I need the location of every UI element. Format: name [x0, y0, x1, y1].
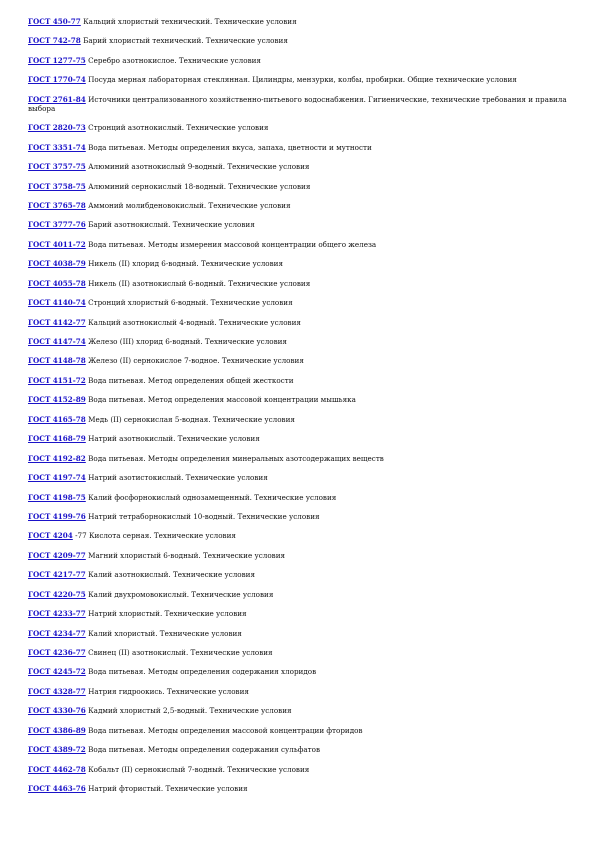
list-item	[28, 434, 568, 443]
standard-title: Натрий тетраборнокислый 10-водный. Технические условия	[88, 511, 320, 521]
list-item	[28, 454, 568, 463]
standard-title: Вода питьевая. Методы определения содержания хлоридов	[88, 667, 317, 677]
standard-link[interactable]: ГОСТ 4236-77	[28, 648, 86, 657]
list-item	[28, 75, 568, 84]
standard-title: Кобальт (II) сернокислый 7-водный. Технические условия	[88, 764, 310, 774]
list-item	[28, 784, 568, 793]
standard-title: Вода питьевая. Методы измерения массовой концентрации общего железа	[88, 239, 377, 249]
standard-title: Алюминий сернокислый 18-водный. Технические условия	[88, 181, 311, 191]
standard-link[interactable]: ГОСТ 4209-77	[28, 550, 86, 560]
standard-link[interactable]: ГОСТ 4168-79	[28, 434, 86, 444]
list-item	[28, 629, 568, 638]
list-item	[28, 356, 568, 365]
list-item	[28, 687, 568, 696]
standard-title: Вода питьевая. Методы определения содержания сульфатов	[88, 745, 320, 755]
list-item	[28, 512, 568, 521]
standard-title: Натрия гидроокись. Технические условия	[88, 686, 249, 696]
list-item	[28, 493, 568, 502]
list-item	[28, 56, 568, 65]
list-item	[28, 706, 568, 715]
list-item	[28, 220, 568, 229]
standard-title: Вода питьевая. Методы определения вкуса, запаха, цветности и мутности	[88, 142, 372, 152]
list-item	[28, 162, 568, 171]
standard-link[interactable]: ГОСТ 4234-77	[28, 628, 86, 638]
standard-link[interactable]: ГОСТ 3777-76	[28, 220, 86, 230]
standard-link[interactable]: ГОСТ 4462-78	[28, 764, 86, 774]
standard-title: Медь (II) сернокислая 5-водная. Технические условия	[88, 414, 295, 424]
standard-title: Калий хлористый. Технические условия	[88, 628, 242, 638]
list-item	[28, 95, 568, 113]
standard-link[interactable]: ГОСТ 4151-72	[28, 375, 86, 385]
standard-title: Кальций хлористый технический. Технические условия	[83, 17, 297, 26]
standard-title: Вода питьевая. Методы определения минеральных азотсодержащих веществ	[88, 453, 384, 463]
standard-link[interactable]: ГОСТ 1277-75	[28, 55, 86, 65]
standard-link[interactable]: ГОСТ 4328-77	[28, 686, 86, 696]
standard-title: Серебро азотнокислое. Технические условия	[88, 55, 261, 65]
standard-title: Стронций азотнокислый. Технические условия	[88, 123, 269, 133]
standard-link[interactable]: ГОСТ 4245-72	[28, 667, 86, 677]
standard-title: Барий хлористый технический. Технические условия	[83, 36, 288, 46]
standard-link[interactable]: ГОСТ 3758-75	[28, 181, 86, 191]
list-item	[28, 240, 568, 249]
list-item	[28, 395, 568, 404]
list-item	[28, 667, 568, 676]
list-item	[28, 298, 568, 307]
standard-link[interactable]: ГОСТ 742-78	[28, 36, 81, 46]
standard-link[interactable]: ГОСТ 4152-89	[28, 395, 86, 405]
standard-link[interactable]: ГОСТ 4142-77	[28, 317, 86, 327]
list-item	[28, 726, 568, 735]
list-item	[28, 259, 568, 268]
standard-link[interactable]: ГОСТ 4204	[28, 531, 73, 541]
standard-title: Кальций азотнокислый 4-водный. Технические условия	[88, 317, 301, 327]
standard-title: Вода питьевая. Метод определения общей жесткости	[88, 375, 294, 385]
list-item	[28, 609, 568, 618]
list-item	[28, 36, 568, 45]
list-item	[28, 337, 568, 346]
standard-title: Посуда мерная лабораторная стеклянная. Цилиндры, мензурки, колбы, пробирки. Общие технические условия	[88, 75, 517, 85]
standard-link[interactable]: ГОСТ 1770-74	[28, 75, 86, 85]
standard-link[interactable]: ГОСТ 3757-75	[28, 162, 86, 172]
list-item	[28, 648, 568, 657]
standard-title: Натрий хлористый. Технические условия	[88, 609, 247, 619]
standard-link[interactable]: ГОСТ 450-77	[28, 17, 81, 26]
standard-link[interactable]: ГОСТ 2820-73	[28, 123, 86, 133]
standard-link[interactable]: ГОСТ 4217-77	[28, 570, 86, 580]
standard-link[interactable]: ГОСТ 4233-77	[28, 609, 86, 619]
standard-link[interactable]: ГОСТ 4055-78	[28, 278, 86, 288]
standard-title: -77 Кислота серная. Технические условия	[75, 531, 236, 541]
list-item	[28, 143, 568, 152]
standard-link[interactable]: ГОСТ 4389-72	[28, 745, 86, 755]
list-item	[28, 745, 568, 754]
standard-link[interactable]: ГОСТ 4220-75	[28, 589, 86, 599]
list-item	[28, 590, 568, 599]
standard-link[interactable]: ГОСТ 4038-79	[28, 259, 86, 269]
list-item	[28, 123, 568, 132]
standard-title: Алюминий азотнокислый 9-водный. Технические условия	[88, 162, 310, 172]
list-item	[28, 531, 568, 540]
standard-title: Никель (II) азотнокислый 6-водный. Технические условия	[88, 278, 311, 288]
standard-title: Барий азотнокислый. Технические условия	[88, 220, 255, 230]
list-item	[28, 551, 568, 560]
list-item	[28, 473, 568, 482]
list-item	[28, 17, 568, 26]
standard-title: Натрий азотистокислый. Технические условия	[88, 473, 268, 483]
standard-link[interactable]: ГОСТ 4463-76	[28, 784, 86, 794]
standard-title: Вода питьевая. Методы определения массовой концентрации фторидов	[88, 725, 363, 735]
standard-link[interactable]: ГОСТ 3351-74	[28, 142, 86, 152]
list-item	[28, 570, 568, 579]
list-item	[28, 182, 568, 191]
list-item	[28, 279, 568, 288]
standard-title: Натрий фтористый. Технические условия	[88, 784, 248, 794]
standard-link[interactable]: ГОСТ 4192-82	[28, 453, 86, 463]
standard-title: Натрий азотнокислый. Технические условия	[88, 434, 260, 444]
list-item	[28, 201, 568, 210]
standards-list	[28, 17, 568, 804]
standard-link[interactable]: ГОСТ 4330-76	[28, 706, 86, 716]
standard-link[interactable]: ГОСТ 2761-84	[28, 94, 86, 104]
list-item	[28, 376, 568, 385]
standard-title: Свинец (II) азотнокислый. Технические условия	[88, 648, 273, 657]
list-item	[28, 765, 568, 774]
list-item	[28, 415, 568, 424]
standard-title: Аммоний молибденовокислый. Технические условия	[88, 200, 291, 210]
standard-title: Калий фосфорнокислый однозамещенный. Технические условия	[88, 492, 337, 502]
standard-title: Стронций хлористый 6-водный. Технические условия	[88, 298, 293, 308]
standard-link[interactable]: ГОСТ 4165-78	[28, 414, 86, 424]
list-item	[28, 318, 568, 327]
standard-title: Вода питьевая. Метод определения массовой концентрации мышьяка	[88, 395, 356, 405]
standard-title: Калий двухромовокислый. Технические условия	[88, 589, 274, 599]
standard-link[interactable]: ГОСТ 4140-74	[28, 298, 86, 308]
standard-link[interactable]: ГОСТ 3765-78	[28, 200, 86, 210]
standard-title: Кадмий хлористый 2,5-водный. Технические условия	[88, 706, 292, 716]
standard-title: Калий азотнокислый. Технические условия	[88, 570, 256, 580]
standard-link[interactable]: ГОСТ 4386-89	[28, 725, 86, 735]
standard-title: Магний хлористый 6-водный. Технические условия	[88, 550, 286, 560]
standard-link[interactable]: ГОСТ 4197-74	[28, 473, 86, 483]
standard-title: Никель (II) хлорид 6-водный. Технические условия	[88, 259, 284, 269]
standard-title: Источники централизованного хозяйственно-питьевого водоснабжения. Гигиенические, технические требования и правила выбора	[28, 94, 567, 113]
standard-link[interactable]: ГОСТ 4147-74	[28, 337, 86, 346]
standard-link[interactable]: ГОСТ 4199-76	[28, 511, 86, 521]
standard-link[interactable]: ГОСТ 4198-75	[28, 492, 86, 502]
standard-link[interactable]: ГОСТ 4011-72	[28, 239, 86, 249]
standard-title: Железо (II) сернокислое 7-водное. Технические условия	[88, 356, 304, 366]
standard-link[interactable]: ГОСТ 4148-78	[28, 356, 86, 366]
standard-title: Железо (III) хлорид 6-водный. Технические условия	[88, 337, 287, 346]
